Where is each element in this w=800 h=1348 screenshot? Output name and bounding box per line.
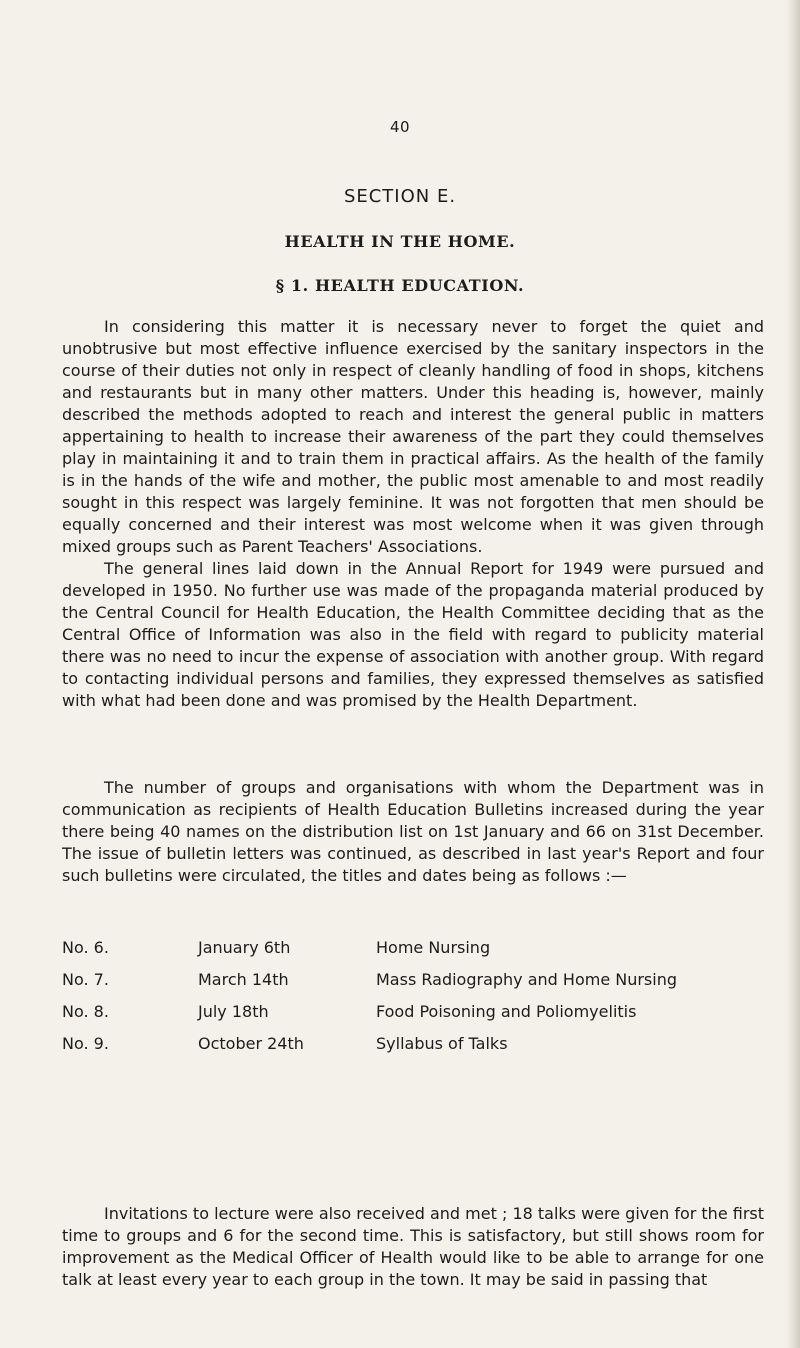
bulletin-number: No. 9. — [62, 1034, 109, 1053]
paragraph-2: The general lines laid down in the Annual Report for 1949 were pursued and developed in 1950. No further use was made of the propaganda material produced by the Central Council for Health Education, the Health Committee deciding that as the Central Office of Information was also in the field with regard to publicity material there was no need to incur the expense of association with another group. With regard to contacting individual persons and families, they expressed themselves as satisfied with what had been done and was promised by the Health Department. — [62, 559, 764, 710]
bulletin-title: Syllabus of Talks — [376, 1034, 508, 1053]
sub-heading: § 1. HEALTH EDUCATION. — [275, 276, 525, 295]
bulletin-row — [62, 969, 764, 991]
bulletin-row — [62, 937, 764, 959]
bulletin-title: Mass Radiography and Home Nursing — [376, 970, 678, 989]
bulletin-date: October 24th — [198, 1034, 304, 1053]
bulletin-number: No. 7. — [62, 970, 109, 989]
paragraph-3: The number of groups and organisations with whom the Department was in communication as recipients of Health Education Bulletins increased during the year there being 40 names on the distribution list on 1st January and 66 on 31st December. The issue of bulletin letters was continued, as described in last year's Report and four such bulletins were circulated, the titles and dates being as follows :— — [62, 778, 764, 885]
bulletin-date: March 14th — [198, 970, 289, 989]
paragraph-4: Invitations to lecture were also received and met ; 18 talks were given for the first time to groups and 6 for the second time. This is satisfactory, but still shows room for improvement as the Medical Officer of Health would like to be able to arrange for one talk at least every year to each group in the town. It may be said in passing that — [62, 1204, 765, 1289]
page-number: 40 — [389, 118, 411, 136]
main-heading: HEALTH IN THE HOME. — [284, 232, 516, 251]
bulletin-date: January 6th — [198, 938, 291, 957]
section-title: SECTION E. — [343, 186, 457, 207]
bulletin-row — [62, 1001, 764, 1023]
bulletin-date: July 18th — [198, 1002, 269, 1021]
bulletin-title: Food Poisoning and Poliomyelitis — [376, 1002, 637, 1021]
bulletin-list — [62, 937, 764, 1065]
bulletin-number: No. 8. — [62, 1002, 109, 1021]
bulletin-title: Home Nursing — [376, 938, 491, 957]
bulletin-number: No. 6. — [62, 938, 109, 957]
paragraph-1: In considering this matter it is necessary never to forget the quiet and unobtrusive but most effective influence exercised by the sanitary inspectors in the course of their duties not only in respect of cleanly handling of food in shops, kitchens and restaurants but in many other matters. Under this heading is, however, mainly described the methods adopted to reach and interest the general public in matters appertaining to health to increase their awareness of the part they could themselves play in maintaining it and to train them in practical affairs. As the health of the family is in the hands of the wife and mother, the public most amenable to and most readily sought in this respect was largely feminine. It was not forgotten that men should be equally concerned and their interest was most welcome when it was given through mixed groups such as Parent Teachers' Associations. — [62, 317, 764, 556]
bulletin-row — [62, 1033, 764, 1055]
